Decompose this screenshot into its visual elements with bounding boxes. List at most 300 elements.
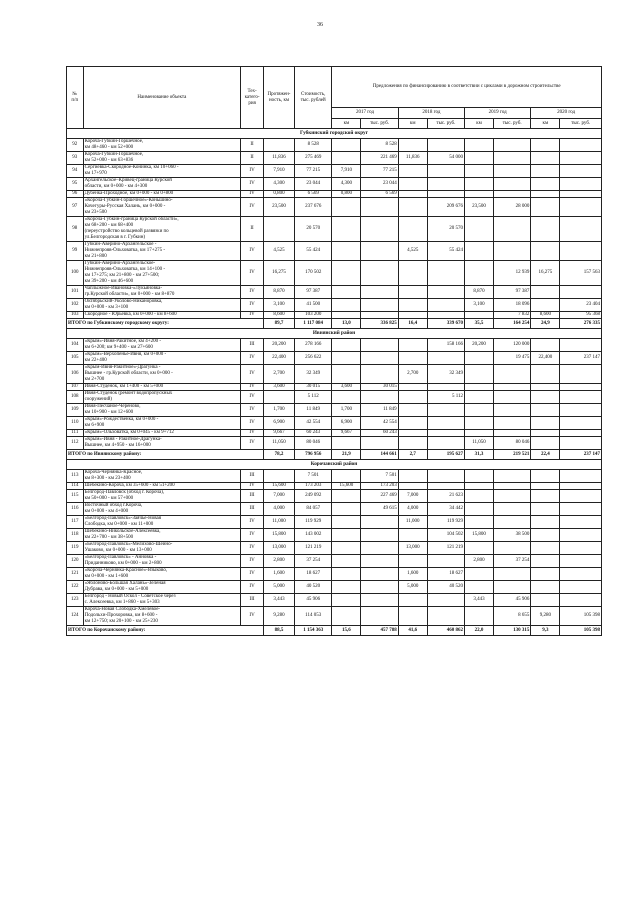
row-year-rub	[361, 437, 398, 450]
row-year-rub	[494, 391, 531, 404]
row-year-rub	[494, 417, 531, 430]
row-year-rub: 54 000	[427, 152, 464, 165]
row-year-km: 4,300	[332, 178, 361, 191]
total-year-rub: 460 862	[427, 626, 464, 636]
total-cost: 1 117 084	[295, 319, 332, 329]
total-label: ИТОГО по Корочанскому району:	[67, 626, 264, 636]
row-year-rub	[361, 568, 398, 581]
row-year-rub: 20 570	[427, 217, 464, 242]
row-year-km	[332, 365, 361, 384]
row-number: 119	[67, 542, 84, 555]
row-category: IV	[241, 483, 264, 490]
row-cost: 30 015	[295, 384, 332, 391]
row-year-km	[531, 470, 560, 483]
row-year-km: 9,280	[531, 607, 560, 626]
row-year-km	[465, 490, 494, 503]
row-year-km	[332, 516, 361, 529]
header-year-2017: 2017 год	[332, 108, 398, 119]
row-year-km	[465, 261, 494, 286]
row-year-km	[531, 242, 560, 261]
row-name: «Белгород-Павловск» - Анновка - Приданниково, км 0+000 - км 2+800	[83, 555, 241, 568]
header-unit-km: км	[531, 119, 560, 129]
row-name: «Крым-Ивня-Ракитное»-Драгунка - Вышнее - гр.Курской области, км 0+000 - км 2+700	[83, 365, 241, 384]
row-length: 15,800	[263, 529, 294, 542]
row-year-rub: 49 615	[361, 503, 398, 516]
row-year-rub	[494, 217, 531, 242]
row-category: IV	[241, 365, 264, 384]
row-year-km: 6,900	[332, 417, 361, 430]
row-name: Архангельское–Кривец-граница Курской области, км 0+000 - км 4+300	[83, 178, 241, 191]
table-row	[67, 490, 602, 503]
row-year-rub	[560, 594, 602, 607]
row-length: 2,700	[263, 365, 294, 384]
row-length: 3,443	[263, 594, 294, 607]
row-year-rub	[361, 299, 398, 312]
row-year-rub: 38 500	[494, 529, 531, 542]
total-year-km: 2,7	[398, 450, 427, 460]
row-year-km	[465, 384, 494, 391]
row-name: «Белгород-Павловск»-Мелихово-Шеино- Ушаково, км 0+000 - км 13+000	[83, 542, 241, 555]
row-year-rub	[361, 594, 398, 607]
row-year-km: 4,525	[398, 242, 427, 261]
row-cost: 173 203	[295, 483, 332, 490]
row-year-rub	[427, 191, 464, 198]
row-length: 4,300	[263, 178, 294, 191]
row-year-km	[465, 242, 494, 261]
row-year-rub	[361, 312, 398, 319]
row-category: III	[241, 339, 264, 352]
row-year-rub	[427, 607, 464, 626]
row-year-km	[531, 555, 560, 568]
row-cost: 41 500	[295, 299, 332, 312]
row-year-km	[465, 542, 494, 555]
row-year-rub: 8 528	[361, 139, 398, 152]
row-year-km	[398, 352, 427, 365]
row-year-km	[398, 607, 427, 626]
row-year-km	[332, 217, 361, 242]
row-category: III	[241, 594, 264, 607]
row-year-km	[398, 594, 427, 607]
row-cost: 32 349	[295, 365, 332, 384]
financing-table	[66, 66, 602, 636]
row-category: IV	[241, 581, 264, 594]
row-year-km: 15,600	[332, 483, 361, 490]
row-year-km	[465, 152, 494, 165]
row-year-km	[398, 198, 427, 217]
row-name: Скородное - Юрьевка, км 0+000 - км 8+600	[83, 312, 241, 319]
row-year-rub	[560, 470, 602, 483]
row-name: «Крым»-Рождественка, км 0+000 - км 6+900	[83, 417, 241, 430]
row-year-km	[531, 542, 560, 555]
row-year-km	[465, 391, 494, 404]
row-year-rub	[494, 581, 531, 594]
row-year-rub	[361, 391, 398, 404]
row-year-km	[398, 312, 427, 319]
row-year-rub	[494, 490, 531, 503]
row-number: 92	[67, 139, 84, 152]
row-number: 98	[67, 217, 84, 242]
row-year-rub: 105 398	[560, 607, 602, 626]
row-year-rub	[494, 568, 531, 581]
row-year-rub	[560, 555, 602, 568]
row-year-km	[465, 312, 494, 319]
row-year-km	[465, 503, 494, 516]
row-year-rub	[427, 417, 464, 430]
page-number: 36	[317, 22, 323, 28]
row-cost: 45 906	[295, 594, 332, 607]
row-cost: 6 569	[295, 191, 332, 198]
row-year-km	[465, 607, 494, 626]
row-year-rub	[427, 404, 464, 417]
row-year-km: 5,000	[398, 581, 427, 594]
row-year-rub: 34 442	[427, 503, 464, 516]
total-year-km: 15,6	[332, 626, 361, 636]
row-year-km	[332, 299, 361, 312]
row-year-km	[332, 312, 361, 319]
row-year-rub	[494, 165, 531, 178]
row-year-km	[398, 339, 427, 352]
header-unit-rub: тыс. руб.	[494, 119, 531, 129]
row-name: «Короча-Чернянка-Красное»-Языково, км 0+000 - км 1+600	[83, 568, 241, 581]
row-year-km: 7,910	[332, 165, 361, 178]
row-year-km: 11,050	[465, 437, 494, 450]
row-year-rub	[361, 555, 398, 568]
section-title: Губкинский городской округ	[67, 129, 602, 139]
table-row	[67, 417, 602, 430]
row-year-km	[465, 404, 494, 417]
row-category: IV	[241, 352, 264, 365]
row-number: 112	[67, 437, 84, 450]
table-row	[67, 555, 602, 568]
row-year-km	[332, 555, 361, 568]
row-number: 111	[67, 430, 84, 437]
total-year-rub: 130 315	[494, 626, 531, 636]
row-cost: 55 424	[295, 242, 332, 261]
row-number: 97	[67, 198, 84, 217]
row-length: 7,000	[263, 490, 294, 503]
row-year-rub	[361, 217, 398, 242]
row-year-rub: 45 906	[494, 594, 531, 607]
row-year-rub: 119 929	[427, 516, 464, 529]
row-year-rub	[560, 568, 602, 581]
row-number: 107	[67, 384, 84, 391]
row-year-km	[531, 503, 560, 516]
row-year-rub	[560, 152, 602, 165]
table-row	[67, 594, 602, 607]
row-year-rub	[427, 139, 464, 152]
row-category: II	[241, 217, 264, 242]
table-row	[67, 217, 602, 242]
row-length: 9,667	[263, 430, 294, 437]
row-year-km	[465, 352, 494, 365]
row-year-km	[398, 384, 427, 391]
row-year-km	[465, 568, 494, 581]
row-year-km: 0,800	[332, 191, 361, 198]
row-year-km	[465, 191, 494, 198]
row-year-km: 20,200	[465, 339, 494, 352]
row-name: Белгород - Новый Оскол - Советское через с. Алексеевка, км 1+860 - км 5+303	[83, 594, 241, 607]
row-name: «Крым»-Верхопенье-Ивня, км 0+000 - км 22+400	[83, 352, 241, 365]
row-year-rub	[361, 261, 398, 286]
row-year-km	[465, 581, 494, 594]
row-year-km	[332, 391, 361, 404]
row-year-rub	[560, 490, 602, 503]
row-category: II	[241, 152, 264, 165]
row-year-km	[465, 217, 494, 242]
row-year-km	[531, 339, 560, 352]
total-year-km: 41,6	[398, 626, 427, 636]
row-year-rub: 32 349	[427, 365, 464, 384]
row-year-rub: 104 502	[427, 529, 464, 542]
row-year-km	[398, 404, 427, 417]
row-number: 102	[67, 299, 84, 312]
row-number: 118	[67, 529, 84, 542]
row-category: IV	[241, 430, 264, 437]
row-length: 4,525	[263, 242, 294, 261]
row-number: 114	[67, 483, 84, 490]
row-year-km	[398, 417, 427, 430]
row-year-rub: 157 563	[560, 261, 602, 286]
row-year-rub	[494, 430, 531, 437]
row-year-rub: 18 627	[427, 568, 464, 581]
row-year-rub	[427, 437, 464, 450]
total-year-km: 24,9	[531, 319, 560, 329]
row-cost: 42 554	[295, 417, 332, 430]
row-cost: 249 092	[295, 490, 332, 503]
row-name: Короча-Губкин-Горшечное, км 52+000 - км 63+836	[83, 152, 241, 165]
row-year-rub	[494, 365, 531, 384]
row-year-rub	[494, 178, 531, 191]
row-cost: 119 929	[295, 516, 332, 529]
row-year-rub	[427, 165, 464, 178]
row-year-km	[465, 470, 494, 483]
row-name: Ивня-Студенок, км 1+400 - км 5+000	[83, 384, 241, 391]
row-category: III	[241, 470, 264, 483]
total-year-rub: 339 670	[427, 319, 464, 329]
row-number: 106	[67, 365, 84, 384]
row-year-rub	[427, 299, 464, 312]
row-length: 16,275	[263, 261, 294, 286]
row-year-km: 3,443	[465, 594, 494, 607]
row-year-rub	[560, 483, 602, 490]
row-year-km	[531, 516, 560, 529]
row-year-km	[531, 430, 560, 437]
row-year-km	[332, 607, 361, 626]
row-year-rub	[427, 430, 464, 437]
row-year-km	[332, 286, 361, 299]
row-year-rub: 221 469	[361, 152, 398, 165]
row-year-rub	[560, 178, 602, 191]
table-row	[67, 607, 602, 626]
row-year-rub	[494, 542, 531, 555]
row-name: «Яблоново-Большая Халань»-Зеленая Дубрава, км 0+000 - км 5+000	[83, 581, 241, 594]
row-year-km	[531, 139, 560, 152]
header-length: Протяжен- ность, км	[263, 67, 294, 129]
row-category: IV	[241, 191, 264, 198]
row-category: IV	[241, 242, 264, 261]
row-length: 0,800	[263, 191, 294, 198]
row-year-km: 2,700	[398, 365, 427, 384]
row-cost: 278 166	[295, 339, 332, 352]
row-year-rub: 60 243	[361, 430, 398, 437]
row-year-km	[531, 490, 560, 503]
header-unit-rub: тыс. руб.	[361, 119, 398, 129]
row-cost: 18 627	[295, 568, 332, 581]
row-year-km: 13,000	[398, 542, 427, 555]
total-length: 88,5	[263, 626, 294, 636]
row-year-km	[531, 191, 560, 198]
row-category: IV	[241, 198, 264, 217]
row-year-km: 7,000	[398, 490, 427, 503]
row-category: IV	[241, 542, 264, 555]
row-year-rub	[494, 384, 531, 391]
row-number: 103	[67, 312, 84, 319]
row-year-km	[465, 417, 494, 430]
row-cost: 103 200	[295, 312, 332, 319]
row-year-rub	[361, 542, 398, 555]
row-year-km	[465, 139, 494, 152]
total-label: ИТОГО по Губкинскому городскому округу:	[67, 319, 264, 329]
header-unit-km: км	[465, 119, 494, 129]
row-year-km	[332, 503, 361, 516]
row-category: IV	[241, 437, 264, 450]
row-length: 22,400	[263, 352, 294, 365]
table-row	[67, 312, 602, 319]
row-year-rub	[494, 242, 531, 261]
header-proposals: Предложения по финансированию в соответствии с циклами в дорожном строительстве	[332, 67, 602, 108]
row-year-km	[531, 178, 560, 191]
row-year-rub	[560, 404, 602, 417]
row-year-km	[531, 286, 560, 299]
row-length: 7,910	[263, 165, 294, 178]
row-name: Белгород-Павловск (обход г. Короча), км 50+000 - км 57+000	[83, 490, 241, 503]
row-length	[263, 470, 294, 483]
row-year-rub	[494, 516, 531, 529]
row-length: 13,000	[263, 542, 294, 555]
row-year-rub	[361, 339, 398, 352]
row-year-rub	[361, 198, 398, 217]
table-row	[67, 198, 602, 217]
row-cost: 143 002	[295, 529, 332, 542]
row-number: 93	[67, 152, 84, 165]
row-year-rub	[427, 470, 464, 483]
total-year-rub: 219 521	[494, 450, 531, 460]
row-year-rub	[361, 286, 398, 299]
row-name: «Крым»-Ивня - Ракитное-Драгунка- Вышнее, км 4+950 - км 16+000	[83, 437, 241, 450]
row-length: 9,280	[263, 607, 294, 626]
row-year-rub	[361, 607, 398, 626]
header-cost: Стоимость, тыс. рублей	[295, 67, 332, 129]
row-year-rub: 55 424	[427, 242, 464, 261]
row-year-rub: 30 015	[361, 384, 398, 391]
row-year-km	[332, 470, 361, 483]
header-num: № п/п	[67, 67, 84, 129]
row-year-rub: 237 147	[560, 352, 602, 365]
row-year-km: 23,500	[465, 198, 494, 217]
table-row	[67, 483, 602, 490]
row-year-rub	[560, 503, 602, 516]
row-year-km	[398, 217, 427, 242]
row-year-rub	[427, 594, 464, 607]
header-unit-rub: тыс. руб.	[560, 119, 602, 129]
table-row	[67, 503, 602, 516]
row-length: 11,836	[263, 152, 294, 165]
row-year-km	[332, 529, 361, 542]
row-year-km	[531, 594, 560, 607]
table-row	[67, 191, 602, 198]
row-cost: 121 219	[295, 542, 332, 555]
row-year-rub	[427, 384, 464, 391]
row-year-km: 15,800	[465, 529, 494, 542]
total-row	[67, 319, 602, 329]
row-year-rub	[494, 483, 531, 490]
row-year-rub: 97 387	[494, 286, 531, 299]
row-year-rub: 23 404	[560, 299, 602, 312]
total-year-km: 22,4	[531, 450, 560, 460]
row-length: 20,200	[263, 339, 294, 352]
row-year-rub	[427, 352, 464, 365]
row-number: 117	[67, 516, 84, 529]
row-year-km	[531, 165, 560, 178]
row-number: 113	[67, 470, 84, 483]
row-year-rub	[361, 529, 398, 542]
row-year-km	[332, 352, 361, 365]
row-length: 6,900	[263, 417, 294, 430]
row-year-rub	[494, 470, 531, 483]
row-name: Октябрьский-Уколово-Никаноровка, км 0+000 - км 3+100	[83, 299, 241, 312]
row-year-rub	[560, 139, 602, 152]
row-category: IV	[241, 391, 264, 404]
row-year-km	[398, 261, 427, 286]
table-row	[67, 339, 602, 352]
row-number: 105	[67, 352, 84, 365]
row-cost: 11 849	[295, 404, 332, 417]
row-year-km	[332, 542, 361, 555]
row-year-rub	[361, 581, 398, 594]
header-year-2018: 2018 год	[398, 108, 464, 119]
row-length: 2,800	[263, 555, 294, 568]
row-cost: 80 046	[295, 437, 332, 450]
row-name: Сергиевка-Скородное-Конинка, км 10+060 - км 17+970	[83, 165, 241, 178]
row-year-rub	[427, 312, 464, 319]
total-year-km: 35,5	[465, 319, 494, 329]
row-length: 1,600	[263, 568, 294, 581]
row-name: «Крым»-Ивня-Ракитное, км 4+200 - км 6+200; км 9+400 - км 27+600	[83, 339, 241, 352]
row-length: 3,100	[263, 299, 294, 312]
row-year-km	[398, 286, 427, 299]
row-category: IV	[241, 404, 264, 417]
row-number: 115	[67, 490, 84, 503]
row-category: IV	[241, 286, 264, 299]
row-year-rub	[560, 384, 602, 391]
row-number: 123	[67, 594, 84, 607]
row-year-km: 1,700	[332, 404, 361, 417]
row-year-rub	[560, 417, 602, 430]
row-number: 108	[67, 391, 84, 404]
row-cost: 7 501	[295, 470, 332, 483]
row-year-rub: 121 219	[427, 542, 464, 555]
row-year-rub: 77 215	[361, 165, 398, 178]
table-row	[67, 581, 602, 594]
total-label: ИТОГО по Ивнянскому району:	[67, 450, 264, 460]
row-length	[263, 391, 294, 404]
row-year-rub: 40 520	[427, 581, 464, 594]
table-row	[67, 165, 602, 178]
total-cost: 1 154 363	[295, 626, 332, 636]
row-number: 120	[67, 555, 84, 568]
row-year-rub: 28 000	[494, 198, 531, 217]
total-row	[67, 626, 602, 636]
